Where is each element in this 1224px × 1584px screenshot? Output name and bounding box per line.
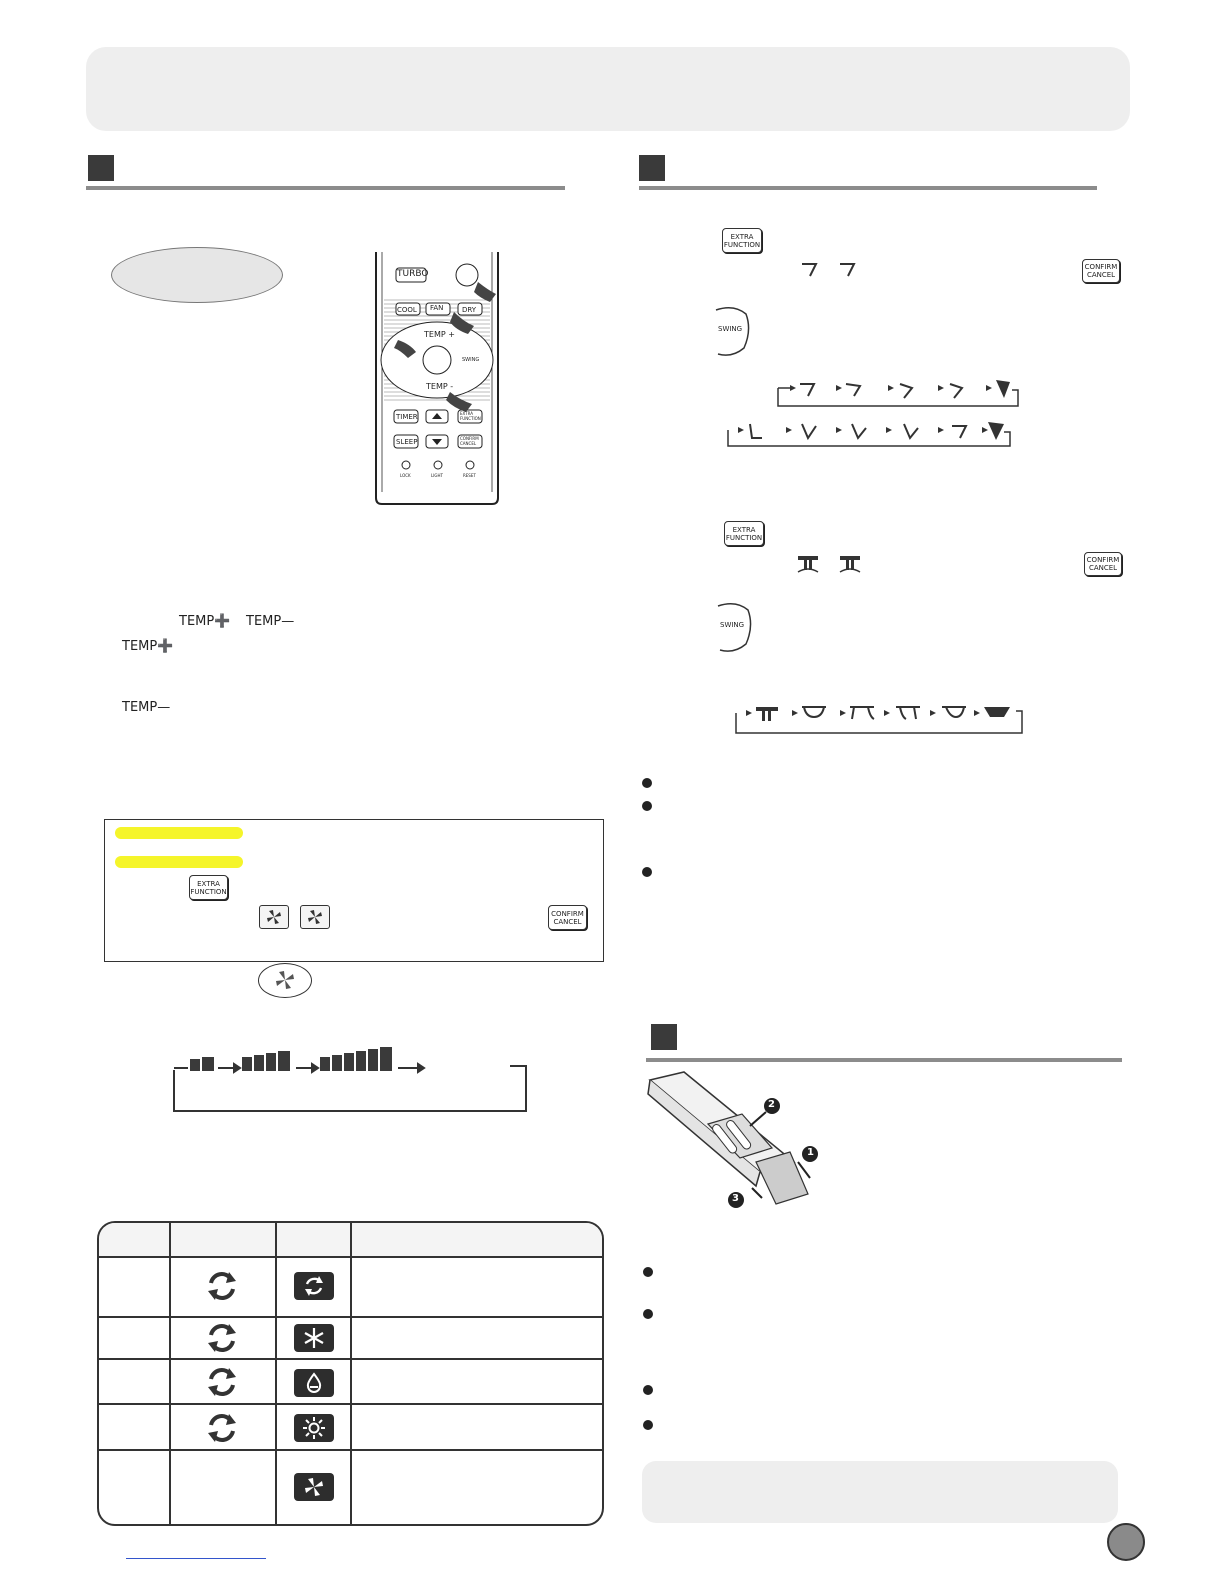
extra-function-chip-horizontal xyxy=(724,521,764,546)
lock-button[interactable]: LOCK xyxy=(400,473,411,478)
mode-oval-label xyxy=(111,247,283,303)
cycle-icon xyxy=(205,1411,239,1449)
confirm-chip-line2: CANCEL xyxy=(1088,564,1118,572)
section-marker-battery xyxy=(651,1024,677,1050)
vertical-louver-icons xyxy=(800,258,862,284)
fan-speed-cycle-diagram xyxy=(172,1044,530,1114)
extra-function-chip-vertical xyxy=(722,228,762,253)
section-rule-battery xyxy=(646,1058,1122,1062)
extra-chip-line1: EXTRA xyxy=(730,232,754,241)
bullet xyxy=(642,801,652,811)
bullet xyxy=(643,1267,653,1277)
extra-function-chip xyxy=(189,875,228,900)
swing-button[interactable]: SWING xyxy=(462,357,480,363)
header-banner xyxy=(86,47,1130,131)
horizontal-louver-icons xyxy=(796,552,866,578)
bullet xyxy=(642,778,652,788)
temp-minus-label: TEMP— xyxy=(122,700,171,715)
reset-button[interactable]: RESET xyxy=(463,473,476,478)
light-button[interactable]: LIGHT xyxy=(431,473,443,478)
confirm-chip-line1: CONFIRM xyxy=(1086,556,1120,564)
confirm-chip-line2: CANCEL xyxy=(1086,271,1116,279)
bullet xyxy=(643,1309,653,1319)
footer-link-underline[interactable] xyxy=(126,1558,266,1559)
mode-table xyxy=(97,1221,604,1526)
highlight-bar-2 xyxy=(115,856,243,868)
cycle-icon xyxy=(205,1321,239,1359)
confirm-cancel-chip-vertical xyxy=(1082,259,1120,283)
fan-button[interactable]: FAN xyxy=(430,304,444,312)
remote-body xyxy=(374,252,500,506)
temp-plus-button[interactable]: TEMP + xyxy=(424,330,455,339)
extra-function-button[interactable] xyxy=(460,411,481,421)
horizontal-swing-cycle xyxy=(734,701,1026,737)
page-number-badge xyxy=(1107,1523,1145,1561)
footer-note-box xyxy=(642,1461,1118,1523)
vertical-swing-cycle-1 xyxy=(774,376,1022,408)
fan-note-box xyxy=(104,819,604,962)
section-rule-right xyxy=(639,186,1097,190)
timer-button[interactable]: TIMER xyxy=(396,413,418,421)
confirm-cancel-chip xyxy=(548,905,587,930)
dry-button[interactable]: DRY xyxy=(462,306,477,314)
swing-button-icon-horizontal xyxy=(716,600,754,654)
battery-step-2: 2 xyxy=(768,1099,775,1110)
section-marker-right xyxy=(639,155,665,181)
temp-minus-inline: TEMP— xyxy=(246,614,295,629)
bullet xyxy=(642,867,652,877)
extra-chip-line2: FUNCTION xyxy=(190,887,227,896)
cycle-icon xyxy=(205,1365,239,1403)
extra-chip-line1: EXTRA xyxy=(197,879,220,888)
battery-step-1: 1 xyxy=(807,1147,814,1158)
swing-label-horizontal: SWING xyxy=(720,621,745,629)
section-marker-left xyxy=(88,155,114,181)
extra-chip-line2: FUNCTION xyxy=(725,533,763,542)
confirm-chip-line2: CANCEL xyxy=(553,917,582,926)
battery-illustration xyxy=(644,1066,830,1212)
temp-minus-button[interactable]: TEMP - xyxy=(426,382,454,391)
confirm-cancel-button[interactable] xyxy=(460,436,479,446)
bullet xyxy=(643,1385,653,1395)
extra-chip-line2: FUNCTION xyxy=(723,240,761,249)
auto-mode-icon xyxy=(294,1272,334,1300)
confirm-chip-line1: CONFIRM xyxy=(1084,263,1118,271)
confirm-label-line2: CANCEL xyxy=(460,441,477,446)
highlight-bar-1 xyxy=(115,827,243,839)
temp-plus-label: TEMP➕ xyxy=(122,639,174,654)
sleep-button[interactable]: SLEEP xyxy=(396,438,418,446)
cool-button[interactable]: COOL xyxy=(397,306,417,314)
swing-label-vertical: SWING xyxy=(718,325,743,333)
temp-plus-inline: TEMP➕ xyxy=(179,614,231,629)
extra-function-label-line1: EXTRA xyxy=(460,411,473,416)
bullet xyxy=(643,1420,653,1430)
vertical-swing-cycle-2 xyxy=(724,418,1012,450)
confirm-label-line1: CONFIRM xyxy=(460,436,479,441)
fan-mode-icon xyxy=(294,1473,334,1501)
fan-quiet-icon xyxy=(259,905,289,929)
heat-mode-icon xyxy=(294,1414,334,1442)
turbo-button[interactable]: TURBO xyxy=(397,269,429,279)
battery-step-3: 3 xyxy=(732,1193,739,1204)
confirm-cancel-chip-horizontal xyxy=(1084,552,1122,576)
extra-chip-line1: EXTRA xyxy=(732,525,756,534)
remote-illustration xyxy=(374,252,500,506)
swing-button-icon-vertical xyxy=(714,304,752,358)
fan-quiet-off-icon xyxy=(300,905,330,929)
section-rule-left xyxy=(86,186,565,190)
fan-speed-button-icon xyxy=(258,963,312,998)
extra-function-label-line2: FUNCTION xyxy=(460,416,481,421)
dry-mode-icon xyxy=(294,1369,334,1397)
cool-mode-icon xyxy=(294,1324,334,1352)
confirm-chip-line1: CONFIRM xyxy=(551,909,584,918)
cycle-icon xyxy=(205,1269,239,1307)
